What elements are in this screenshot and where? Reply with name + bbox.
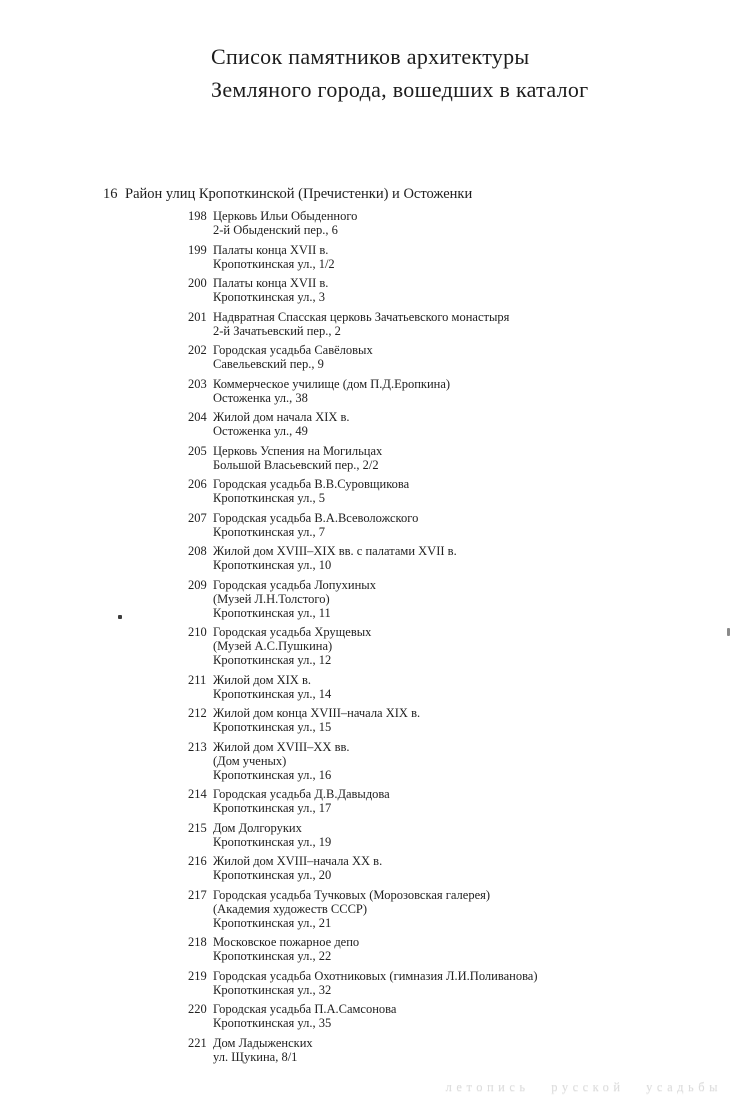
entry-subname: (Музей Л.Н.Толстого) [213,591,330,606]
list-entry [188,343,723,371]
list-entry [188,209,723,237]
list-entry [188,310,723,338]
entry-address: Кропоткинская ул., 21 [213,915,332,930]
section-heading [103,185,472,203]
entry-address: Кропоткинская ул., 1/2 [213,256,335,271]
entry-address: Остоженка ул., 49 [213,424,308,438]
entry-name: Палаты конца XVII в. [213,276,329,290]
list-entry [188,444,723,472]
entry-address: Кропоткинская ул., 19 [213,834,332,849]
entry-address: Остоженка ул., 38 [213,390,308,405]
section-number: 16 [103,186,118,202]
entry-name: Жилой дом начала XIX в. [213,410,350,424]
entry-subname: (Дом ученых) [213,753,287,768]
list-entry [188,377,723,405]
list-entry [188,673,723,701]
list-entry [188,854,723,882]
entry-text [213,969,723,997]
list-entry [188,276,723,304]
monument-list [188,209,723,1069]
entry-address: 2-й Обыденский пер., 6 [213,223,338,237]
entry-name: Городская усадьба П.А.Самсонова [213,1002,397,1016]
entry-name: Жилой дом XVIII–начала XX в. [213,854,383,868]
list-entry [188,511,723,539]
entry-name: Коммерческое училище (дом П.Д.Еропкина) [213,376,451,391]
entry-address: Кропоткинская ул., 32 [213,982,332,997]
entry-text [213,410,723,438]
watermark: летопись русской усадьбы [445,1080,722,1094]
entry-text [213,276,723,304]
entry-name: Дом Долгоруких [213,820,302,835]
entry-number: 215 [188,820,207,835]
list-entry [188,410,723,438]
entry-name: Жилой дом XIX в. [213,672,311,687]
entry-number: 203 [188,376,207,391]
entry-text [213,1036,723,1064]
entry-name: Дом Ладыженских [213,1035,313,1050]
entry-name: Городская усадьба Д.В.Давыдова [213,787,390,801]
list-entry [188,544,723,572]
entry-number: 202 [188,343,207,357]
entry-address: 2-й Зачатьевский пер., 2 [213,323,341,338]
entry-text [213,343,723,371]
entry-number: 208 [188,544,207,558]
entry-number: 211 [188,672,207,687]
entry-name: Городская усадьба В.А.Всеволожского [213,510,419,525]
entry-number: 206 [188,477,207,491]
entry-address: Кропоткинская ул., 35 [213,1016,332,1030]
entry-text [213,377,723,405]
entry-number: 210 [188,625,207,639]
list-entry [188,935,723,963]
entry-address: Кропоткинская ул., 22 [213,949,332,963]
list-entry [188,740,723,782]
entry-text [213,625,723,667]
entry-address: Кропоткинская ул., 5 [213,491,325,505]
entry-name: Городская усадьба Лопухиных [213,577,376,592]
entry-address: Кропоткинская ул., 17 [213,801,332,815]
entry-number: 199 [188,242,207,257]
list-entry [188,625,723,667]
list-entry [188,578,723,620]
entry-number: 214 [188,787,207,801]
entry-name: Городская усадьба Охотниковых (гимназия Л.И.Поливанова) [213,968,538,983]
page-title-line-2: Земляного города, вошедших в каталог [211,76,589,102]
page-title-line-1: Список памятников архитектуры [211,44,530,69]
entry-name: Жилой дом конца XVIII–начала XIX в. [213,706,421,720]
entry-number: 219 [188,968,207,983]
entry-number: 213 [188,739,207,754]
entry-number: 220 [188,1002,207,1016]
entry-text [213,511,723,539]
entry-text [213,444,723,472]
entry-text [213,673,723,701]
entry-name: Жилой дом XVIII–XIX вв. с палатами XVII в. [213,544,457,558]
entry-name: Надвратная Спасская церковь Зачатьевского монастыря [213,309,510,324]
entry-name: Городская усадьба Хрущевых [213,625,372,639]
entry-number: 198 [188,209,207,223]
entry-address: Савельевский пер., 9 [213,357,324,371]
entry-number: 201 [188,309,207,324]
entry-address: Кропоткинская ул., 7 [213,524,325,539]
scan-speck [118,615,122,619]
list-entry [188,969,723,997]
entry-text [213,888,723,930]
list-entry [188,477,723,505]
entry-text [213,787,723,815]
entry-number: 212 [188,706,207,720]
entry-text [213,854,723,882]
entry-name: Жилой дом XVIII–XX вв. [213,739,350,754]
list-entry [188,1002,723,1030]
entry-address: Кропоткинская ул., 12 [213,653,332,667]
entry-number: 217 [188,887,207,902]
entry-number: 200 [188,276,207,290]
entry-text [213,209,723,237]
entry-name: Московское пожарное депо [213,935,360,949]
entry-address: ул. Щукина, 8/1 [213,1049,298,1064]
entry-address: Большой Власьевский пер., 2/2 [213,457,379,472]
list-entry [188,888,723,930]
entry-name: Городская усадьба Савёловых [213,343,373,357]
entry-text [213,821,723,849]
list-entry [188,821,723,849]
entry-text [213,706,723,734]
entry-name: Палаты конца XVII в. [213,242,329,257]
entry-number: 209 [188,577,207,592]
list-entry [188,706,723,734]
entry-address: Кропоткинская ул., 20 [213,868,332,882]
section-title: Район улиц Кропоткинской (Пречистенки) и Остоженки [125,186,473,202]
list-entry [188,243,723,271]
entry-subname: (Музей А.С.Пушкина) [213,639,333,653]
entry-number: 218 [188,935,207,949]
entry-number: 204 [188,410,207,424]
list-entry [188,1036,723,1064]
entry-text [213,1002,723,1030]
entry-name: Городская усадьба Тучковых (Морозовская галерея) [213,887,491,902]
entry-address: Кропоткинская ул., 11 [213,605,331,620]
entry-text [213,243,723,271]
entry-text [213,935,723,963]
entry-address: Кропоткинская ул., 3 [213,290,325,304]
entry-number: 221 [188,1035,207,1050]
entry-number: 205 [188,443,207,458]
entry-text [213,578,723,620]
entry-address: Кропоткинская ул., 16 [213,767,332,782]
page-title [211,41,589,106]
entry-text [213,310,723,338]
entry-address: Кропоткинская ул., 10 [213,558,332,572]
entry-name: Церковь Ильи Обыденного [213,209,358,223]
entry-name: Городская усадьба В.В.Суровщикова [213,477,410,491]
entry-number: 207 [188,510,207,525]
entry-address: Кропоткинская ул., 15 [213,720,332,734]
entry-number: 216 [188,854,207,868]
entry-text [213,740,723,782]
scan-speck-edge [727,628,730,636]
entry-name: Церковь Успения на Могильцах [213,443,383,458]
entry-subname: (Академия художеств СССР) [213,901,368,916]
entry-text [213,544,723,572]
entry-address: Кропоткинская ул., 14 [213,686,332,701]
entry-text [213,477,723,505]
list-entry [188,787,723,815]
